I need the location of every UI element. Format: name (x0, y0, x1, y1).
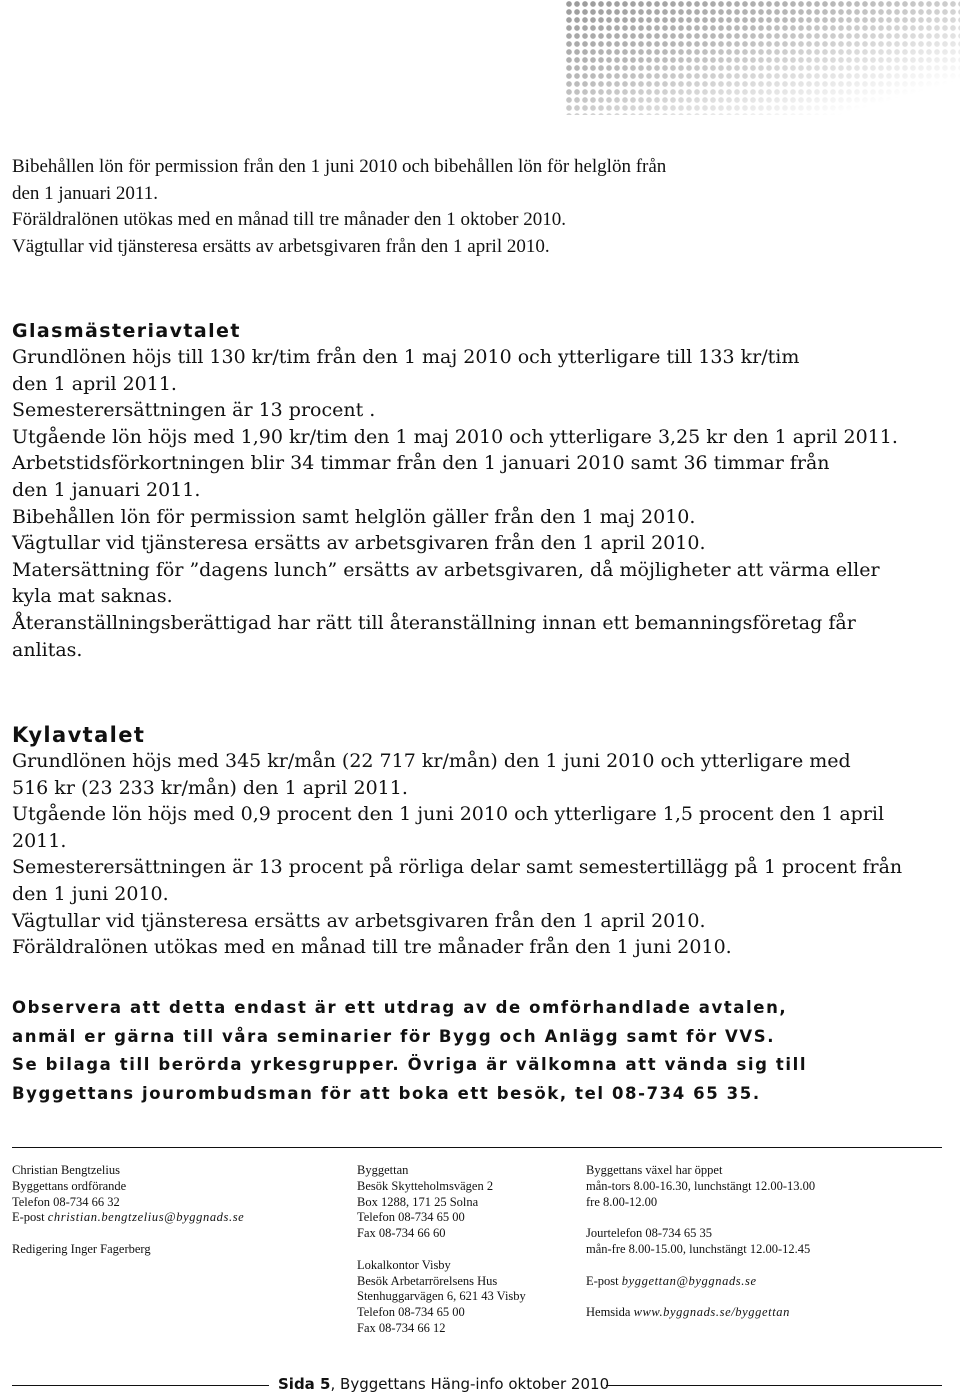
visit-address: Besök Skytteholmsvägen 2 (357, 1178, 494, 1193)
footer-hours (586, 1163, 815, 1321)
switchboard-hours-weekday: mån-tors 8.00-16.30, lunchstängt 12.00-13.00 (586, 1178, 816, 1193)
office-email-row (586, 1274, 815, 1290)
local-office-street: Stenhuggarvägen 6, 621 43 Visby (357, 1289, 526, 1304)
kyl-line: 2011. (12, 829, 67, 852)
local-office-phone: Telefon 08-734 65 00 (357, 1305, 465, 1320)
kyl-line: 516 kr (23 233 kr/mån) den 1 april 2011. (12, 776, 408, 799)
glas-line: den 1 januari 2011. (12, 478, 201, 501)
org-name: Byggettan (357, 1163, 409, 1177)
page-footer-rule-right (606, 1385, 942, 1386)
footer-contact-chair (12, 1163, 244, 1258)
intro-line: den 1 januari 2011. (12, 182, 158, 204)
glas-line: Grundlönen höjs till 130 kr/tim från den 1 maj 2010 och ytterligare till 133 kr/tim (12, 346, 800, 368)
chair-phone: Telefon 08-734 66 32 (12, 1194, 120, 1209)
page-number: Sida 5 (278, 1375, 331, 1393)
kyl-line: Föräldralönen utökas med en månad till tre månader från den 1 juni 2010. (12, 936, 732, 959)
chair-email-label: E-post (12, 1210, 45, 1225)
glas-line: Arbetstidsförkortningen blir 34 timmar från den 1 januari 2010 samt 36 timmar från (12, 452, 830, 475)
halftone-decoration (565, 0, 960, 115)
jour-hours: mån-fre 8.00-15.00, lunchstängt 12.00-12.45 (586, 1241, 811, 1256)
editor-credit: Redigering Inger Fagerberg (12, 1241, 151, 1256)
chair-role: Byggettans ordförande (12, 1178, 127, 1193)
page-footer-rule-left (12, 1385, 269, 1386)
chair-email-link[interactable]: christian.bengtzelius@byggnads.se (47, 1210, 245, 1225)
switchboard-title: Byggettans växel har öppet (586, 1163, 723, 1177)
glas-line: Återanställningsberättigad har rätt till återanställning innan ett bemanningsföretag får (12, 611, 856, 634)
intro-section (12, 154, 942, 260)
notice-block (12, 994, 942, 1108)
kyl-line: Grundlönen höjs med 345 kr/mån (22 717 kr/mån) den 1 juni 2010 och ytterligare med (12, 750, 851, 772)
footer-address (357, 1163, 526, 1337)
switchboard-hours-friday: fre 8.00-12.00 (586, 1194, 658, 1209)
intro-line: Bibehållen lön för permission från den 1 juni 2010 och bibehållen lön för helglön från (12, 156, 667, 177)
intro-line: Föräldralönen utökas med en månad till tre månader den 1 oktober 2010. (12, 209, 567, 231)
website-link[interactable]: www.byggnads.se/byggettan (633, 1305, 790, 1320)
kyl-line: Utgående lön höjs med 0,9 procent den 1 juni 2010 och ytterligare 1,5 procent den 1 april (12, 803, 885, 826)
org-fax: Fax 08-734 66 60 (357, 1226, 446, 1241)
glas-line: den 1 april 2011. (12, 372, 177, 395)
jour-phone: Jourtelefon 08-734 65 35 (586, 1226, 713, 1241)
glas-line: Bibehållen lön för permission samt helglön gäller från den 1 maj 2010. (12, 505, 696, 528)
website-label: Hemsida (586, 1305, 631, 1320)
office-email-label: E-post (586, 1273, 619, 1288)
kyl-heading: Kylavtalet (12, 723, 146, 747)
publication-name: Byggettans Häng-info oktober 2010 (340, 1375, 610, 1393)
glas-line: Vägtullar vid tjänsteresa ersätts av arbetsgivaren från den 1 april 2010. (12, 532, 706, 555)
page-separator: , (330, 1375, 336, 1393)
intro-line: Vägtullar vid tjänsteresa ersätts av arbetsgivaren från den 1 april 2010. (12, 235, 550, 257)
local-office-visit: Besök Arbetarrörelsens Hus (357, 1273, 498, 1288)
glas-line: kyla mat saknas. (12, 585, 173, 608)
page-footer (278, 1374, 609, 1394)
notice-line: Se bilaga till berörda yrkesgrupper. Övriga är välkomna att vända sig till (12, 1055, 808, 1074)
glas-line: Semesterersättningen är 13 procent . (12, 399, 376, 422)
kyl-section (12, 722, 942, 961)
chair-email-row (12, 1210, 244, 1226)
glas-section (12, 318, 942, 663)
kyl-line: Vägtullar vid tjänsteresa ersätts av arbetsgivaren från den 1 april 2010. (12, 909, 706, 932)
notice-line: Observera att detta endast är ett utdrag av de omförhandlade avtalen, (12, 998, 788, 1017)
footer-divider (12, 1147, 942, 1148)
kyl-line: den 1 juni 2010. (12, 882, 169, 905)
local-office-name: Lokalkontor Visby (357, 1257, 451, 1272)
website-row (586, 1305, 815, 1321)
chair-name: Christian Bengtzelius (12, 1163, 120, 1177)
postal-address: Box 1288, 171 25 Solna (357, 1194, 479, 1209)
glas-line: Utgående lön höjs med 1,90 kr/tim den 1 maj 2010 och ytterligare 3,25 kr den 1 april 2011. (12, 425, 898, 448)
notice-line: anmäl er gärna till våra seminarier för Bygg och Anlägg samt för VVS. (12, 1026, 776, 1046)
glas-line: Matersättning för ”dagens lunch” ersätts av arbetsgivaren, då möjligheter att värma eller (12, 558, 880, 581)
local-office-fax: Fax 08-734 66 12 (357, 1320, 446, 1335)
glas-line: anlitas. (12, 638, 83, 661)
office-email-link[interactable]: byggettan@byggnads.se (621, 1273, 757, 1288)
glas-heading: Glasmästeriavtalet (12, 320, 241, 342)
kyl-line: Semesterersättningen är 13 procent på rörliga delar samt semestertillägg på 1 procent från (12, 856, 903, 879)
org-phone: Telefon 08-734 65 00 (357, 1210, 465, 1225)
notice-line: Byggettans jourombudsman för att boka ett besök, tel 08-734 65 35. (12, 1083, 761, 1103)
